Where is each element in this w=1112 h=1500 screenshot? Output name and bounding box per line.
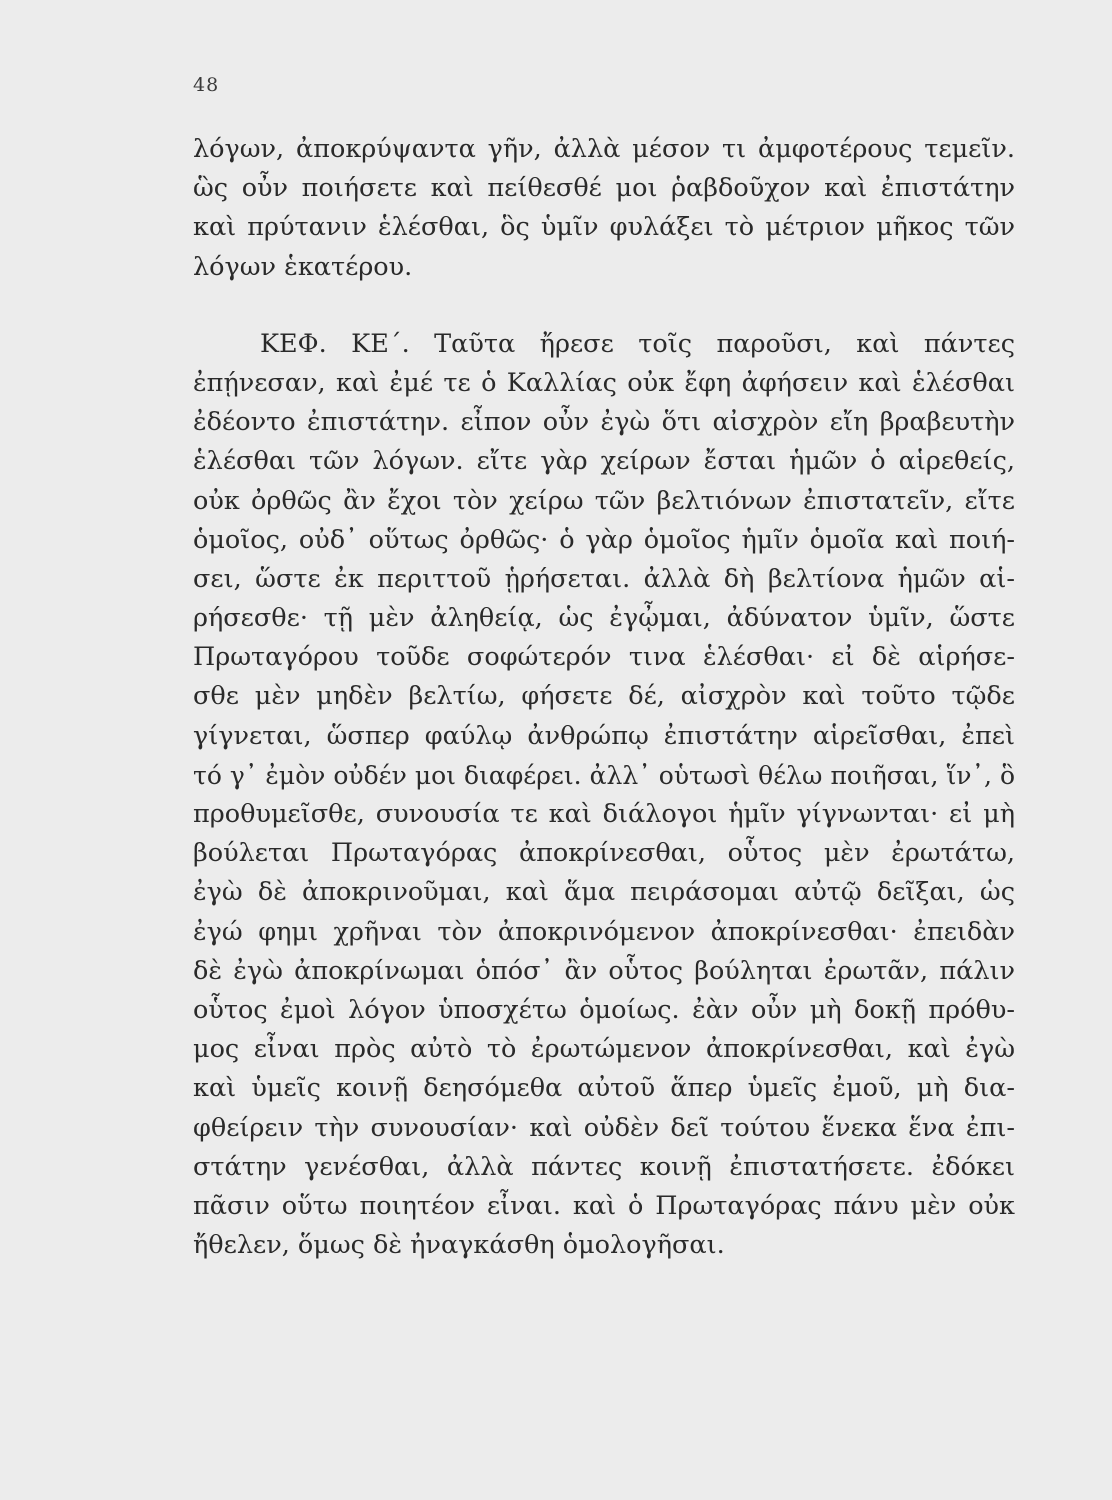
text-line: γίγνεται, ὥσπερ φαύλῳ ἀνθρώπῳ ἐπιστάτην αἱρεῖσθαι, ἐπεὶ bbox=[193, 720, 1015, 751]
text-line: οὗτος ἐμοὶ λόγον ὑποσχέτω ὁμοίως. ἐὰν οὖν μὴ δοκῇ πρόθυ- bbox=[193, 994, 1015, 1025]
text-line: ἐγώ φημι χρῆναι τὸν ἀποκρινόμενον ἀποκρίνεσθαι· ἐπειδὰν bbox=[193, 916, 1015, 947]
text-line: ἐπῄνεσαν, καὶ ἐμέ τε ὁ Καλλίας οὐκ ἔφη ἀφήσειν καὶ ἑλέσθαι bbox=[193, 367, 1015, 398]
text-line: τό γ᾽ ἐμὸν οὐδέν μοι διαφέρει. ἀλλ᾽ οὑτωσὶ θέλω ποιῆσαι, ἵν᾽, ὃ bbox=[193, 760, 1015, 790]
text-line: δὲ ἐγὼ ἀποκρίνωμαι ὁπόσ᾽ ἂν οὗτος βούληται ἐρωτᾶν, πάλιν bbox=[193, 955, 1015, 986]
text-line: σει, ὥστε ἐκ περιττοῦ ᾑρήσεται. ἀλλὰ δὴ βελτίονα ἡμῶν αἱ- bbox=[193, 563, 1015, 594]
text-line: πᾶσιν οὕτω ποιητέον εἶναι. καὶ ὁ Πρωταγόρας πάνυ μὲν οὐκ bbox=[193, 1190, 1015, 1221]
text-line: οὐκ ὀρθῶς ἂν ἔχοι τὸν χείρω τῶν βελτιόνων ἐπιστατεῖν, εἴτε bbox=[193, 485, 1015, 516]
text-line: καὶ ὑμεῖς κοινῇ δεησόμεθα αὐτοῦ ἅπερ ὑμεῖς ἐμοῦ, μὴ δια- bbox=[193, 1073, 1015, 1104]
text-line: στάτην γενέσθαι, ἀλλὰ πάντες κοινῇ ἐπιστατήσετε. ἐδόκει bbox=[193, 1151, 1015, 1182]
chapter-heading-line: ΚΕΦ. ΚΕ΄. Ταῦτα ἤρεσε τοῖς παροῦσι, καὶ πάντες bbox=[260, 328, 1015, 359]
text-line: φθείρειν τὴν συνουσίαν· καὶ οὐδὲν δεῖ τούτου ἕνεκα ἕνα ἐπι- bbox=[193, 1112, 1015, 1143]
text-line: ἐδέοντο ἐπιστάτην. εἶπον οὖν ἐγὼ ὅτι αἰσχρὸν εἴη βραβευτὴν bbox=[193, 407, 1015, 438]
text-line: σθε μὲν μηδὲν βελτίω, φήσετε δέ, αἰσχρὸν καὶ τοῦτο τῷδε bbox=[193, 681, 1015, 712]
text-line: ὁμοῖος, οὐδ᾽ οὕτως ὀρθῶς· ὁ γὰρ ὁμοῖος ἡμῖν ὁμοῖα καὶ ποιή- bbox=[193, 524, 1015, 555]
text-line: ρήσεσθε· τῇ μὲν ἀληθείᾳ, ὡς ἐγᾦμαι, ἀδύνατον ὑμῖν, ὥστε bbox=[193, 603, 1015, 634]
text-line: προθυμεῖσθε, συνουσία τε καὶ διάλογοι ἡμῖν γίγνωνται· εἰ μὴ bbox=[193, 799, 1015, 829]
paragraph-gap bbox=[193, 287, 1015, 325]
page-number: 48 bbox=[193, 74, 220, 96]
text-line: Πρωταγόρου τοῦδε σοφώτερόν τινα ἑλέσθαι· εἰ δὲ αἱρήσε- bbox=[193, 642, 1015, 673]
text-line: ὣς οὖν ποιήσετε καὶ πείθεσθέ μοι ῥαβδοῦχον καὶ ἐπιστάτην bbox=[193, 173, 1015, 204]
body-text bbox=[193, 130, 1015, 1265]
text-line: ἐγὼ δὲ ἀποκρινοῦμαι, καὶ ἅμα πειράσομαι αὐτῷ δεῖξαι, ὡς bbox=[193, 877, 1015, 908]
text-line: ἑλέσθαι τῶν λόγων. εἴτε γὰρ χείρων ἔσται ἡμῶν ὁ αἱρεθείς, bbox=[193, 446, 1015, 477]
text-line: καὶ πρύτανιν ἑλέσθαι, ὃς ὑμῖν φυλάξει τὸ μέτριον μῆκος τῶν bbox=[193, 212, 1015, 243]
text-line: μος εἶναι πρὸς αὐτὸ τὸ ἐρωτώμενον ἀποκρίνεσθαι, καὶ ἐγὼ bbox=[193, 1034, 1015, 1065]
text-line: λόγων, ἀποκρύψαντα γῆν, ἀλλὰ μέσον τι ἀμφοτέρους τεμεῖν. bbox=[193, 134, 1015, 164]
text-line: λόγων ἑκατέρου. bbox=[193, 251, 413, 282]
paragraph bbox=[193, 325, 1015, 1266]
text-line: βούλεται Πρωταγόρας ἀποκρίνεσθαι, οὗτος μὲν ἐρωτάτω, bbox=[193, 838, 1015, 869]
paragraph bbox=[193, 130, 1015, 287]
text-line: ἤθελεν, ὅμως δὲ ἠναγκάσθη ὁμολογῆσαι. bbox=[193, 1230, 725, 1261]
